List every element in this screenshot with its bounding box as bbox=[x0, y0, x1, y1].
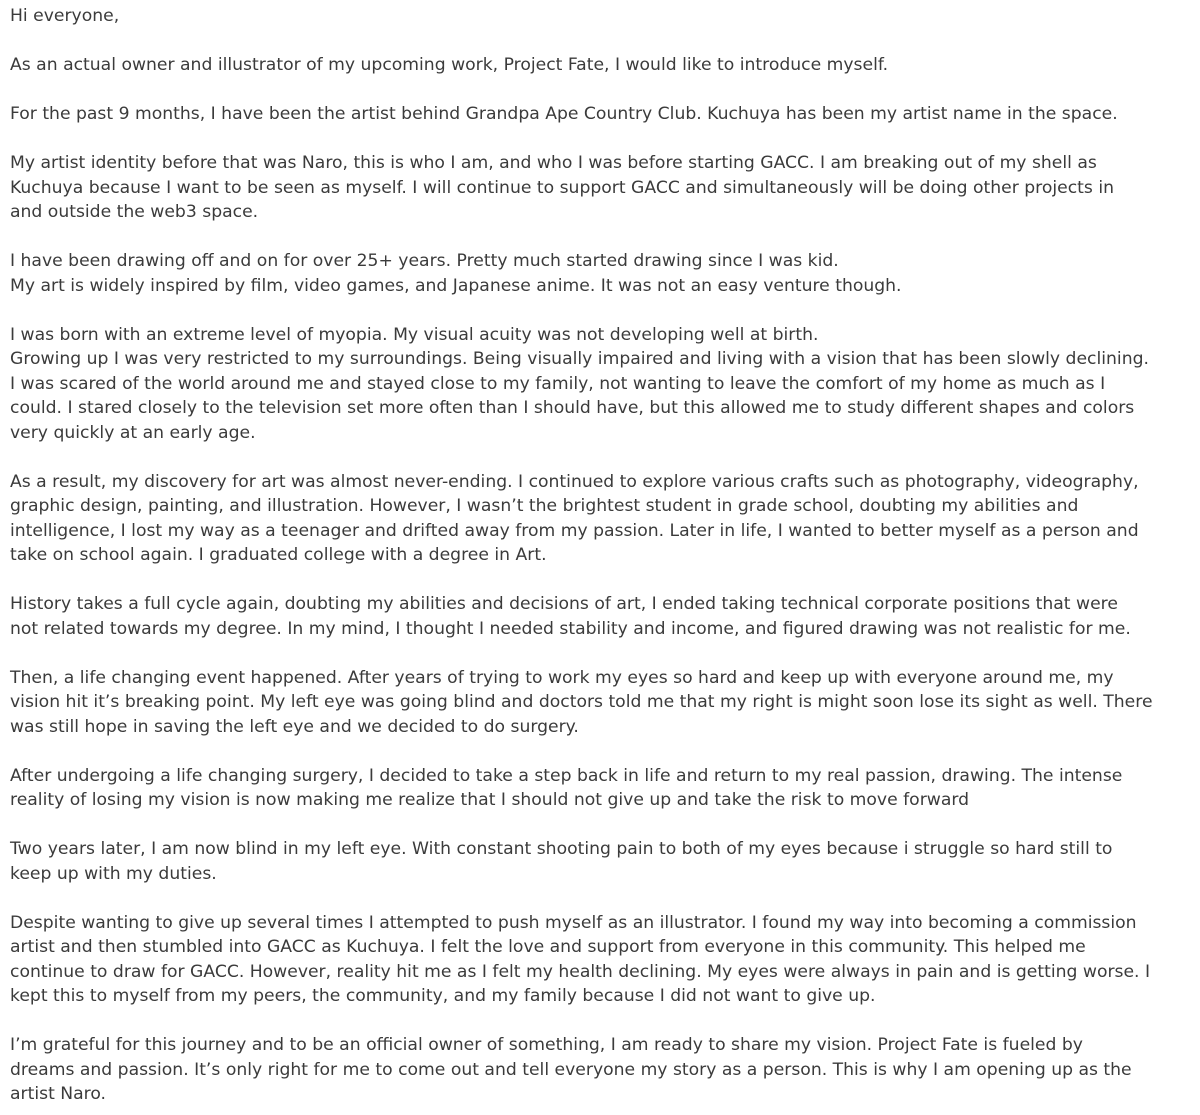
text-line: artist Naro. bbox=[10, 1084, 107, 1104]
text-line: was still hope in saving the left eye and we decided to do surgery. bbox=[10, 716, 579, 737]
text-line: artist and then stumbled into GACC as Kuchuya. I felt the love and support from everyone in this community. This helped me bbox=[10, 937, 1086, 957]
text-line: I was born with an extreme level of myopia. My visual acuity was not developing well at birth. bbox=[10, 324, 819, 345]
text-line: Two years later, I am now blind in my left eye. With constant shooting pain to both of my eyes because i struggle so hard still to bbox=[10, 839, 1113, 859]
text-line: I was scared of the world around me and stayed close to my family, not wanting to leave the comfort of my home as much as I bbox=[10, 373, 1106, 394]
text-line: As a result, my discovery for art was almost never-ending. I continued to explore various crafts such as photography, videography, bbox=[10, 471, 1139, 492]
text-line: My art is widely inspired by film, video games, and Japanese anime. It was not an easy venture though. bbox=[10, 275, 902, 296]
paragraph bbox=[10, 764, 1190, 813]
text-line: take on school again. I graduated college with a degree in Art. bbox=[10, 545, 547, 565]
text-line: could. I stared closely to the television set more often than I should have, but this allowed me to study different shapes and colors bbox=[10, 398, 1135, 418]
text-line: keep up with my duties. bbox=[10, 863, 217, 884]
text-line: kept this to myself from my peers, the community, and my family because I did not want to give up. bbox=[10, 986, 876, 1006]
text-line: As an actual owner and illustrator of my upcoming work, Project Fate, I would like to introduce myself. bbox=[10, 55, 889, 75]
text-line: intelligence, I lost my way as a teenager and drifted away from my passion. Later in life, I wanted to better myself as a person and bbox=[10, 520, 1139, 541]
text-line: History takes a full cycle again, doubting my abilities and decisions of art, I ended taking technical corporate positions that were bbox=[10, 594, 1118, 614]
text-line: reality of losing my vision is now making me realize that I should not give up and take the risk to move forward bbox=[10, 790, 970, 810]
paragraph bbox=[10, 666, 1190, 740]
text-line: For the past 9 months, I have been the artist behind Grandpa Ape Country Club. Kuchuya has been my artist name in the space. bbox=[10, 104, 1118, 124]
text-line: I have been drawing off and on for over 25+ years. Pretty much started drawing since I was kid. bbox=[10, 251, 839, 271]
text-line: very quickly at an early age. bbox=[10, 422, 256, 443]
paragraph bbox=[10, 249, 1190, 298]
text-line: Then, a life changing event happened. After years of trying to work my eyes so hard and keep up with everyone around me, my bbox=[10, 667, 1114, 688]
text-line: not related towards my degree. In my mind, I thought I needed stability and income, and figured drawing was not realistic for me. bbox=[10, 618, 1131, 639]
text-line: and outside the web3 space. bbox=[10, 202, 259, 222]
text-line: vision hit it’s breaking point. My left eye was going blind and doctors told me that my right is might soon lose its sight as well. There bbox=[10, 692, 1153, 712]
text-line: graphic design, painting, and illustration. However, I wasn’t the brightest student in grade school, doubting my abilities and bbox=[10, 496, 1079, 516]
paragraph bbox=[10, 837, 1190, 886]
paragraph bbox=[10, 53, 1190, 78]
paragraph bbox=[10, 102, 1190, 127]
text-line: I’m grateful for this journey and to be an official owner of something, I am ready to share my vision. Project Fate is fueled by bbox=[10, 1035, 1083, 1055]
text-line: dreams and passion. It’s only right for me to come out and tell everyone my story as a person. This is why I am opening up as the bbox=[10, 1059, 1132, 1080]
text-line: Kuchuya because I want to be seen as myself. I will continue to support GACC and simultaneously will be doing other projects in bbox=[10, 177, 1114, 198]
paragraph bbox=[10, 470, 1190, 568]
paragraph bbox=[10, 911, 1190, 1009]
paragraph bbox=[10, 151, 1190, 225]
paragraph bbox=[10, 323, 1190, 446]
text-line: Growing up I was very restricted to my surroundings. Being visually impaired and living with a vision that has been slowly declining. bbox=[10, 349, 1149, 369]
text-line: My artist identity before that was Naro, this is who I am, and who I was before starting GACC. I am breaking out of my shell as bbox=[10, 153, 1097, 173]
paragraph bbox=[10, 4, 1190, 29]
paragraph bbox=[10, 592, 1190, 641]
text-line: After undergoing a life changing surgery, I decided to take a step back in life and return to my real passion, drawing. The intense bbox=[10, 765, 1123, 786]
text-line: Despite wanting to give up several times I attempted to push myself as an illustrator. I found my way into becoming a commission bbox=[10, 912, 1137, 933]
text-line: Hi everyone, bbox=[10, 6, 120, 26]
paragraph bbox=[10, 1033, 1190, 1107]
text-line: continue to draw for GACC. However, reality hit me as I felt my health declining. My eyes were always in pain and is getting worse. I bbox=[10, 961, 1151, 982]
